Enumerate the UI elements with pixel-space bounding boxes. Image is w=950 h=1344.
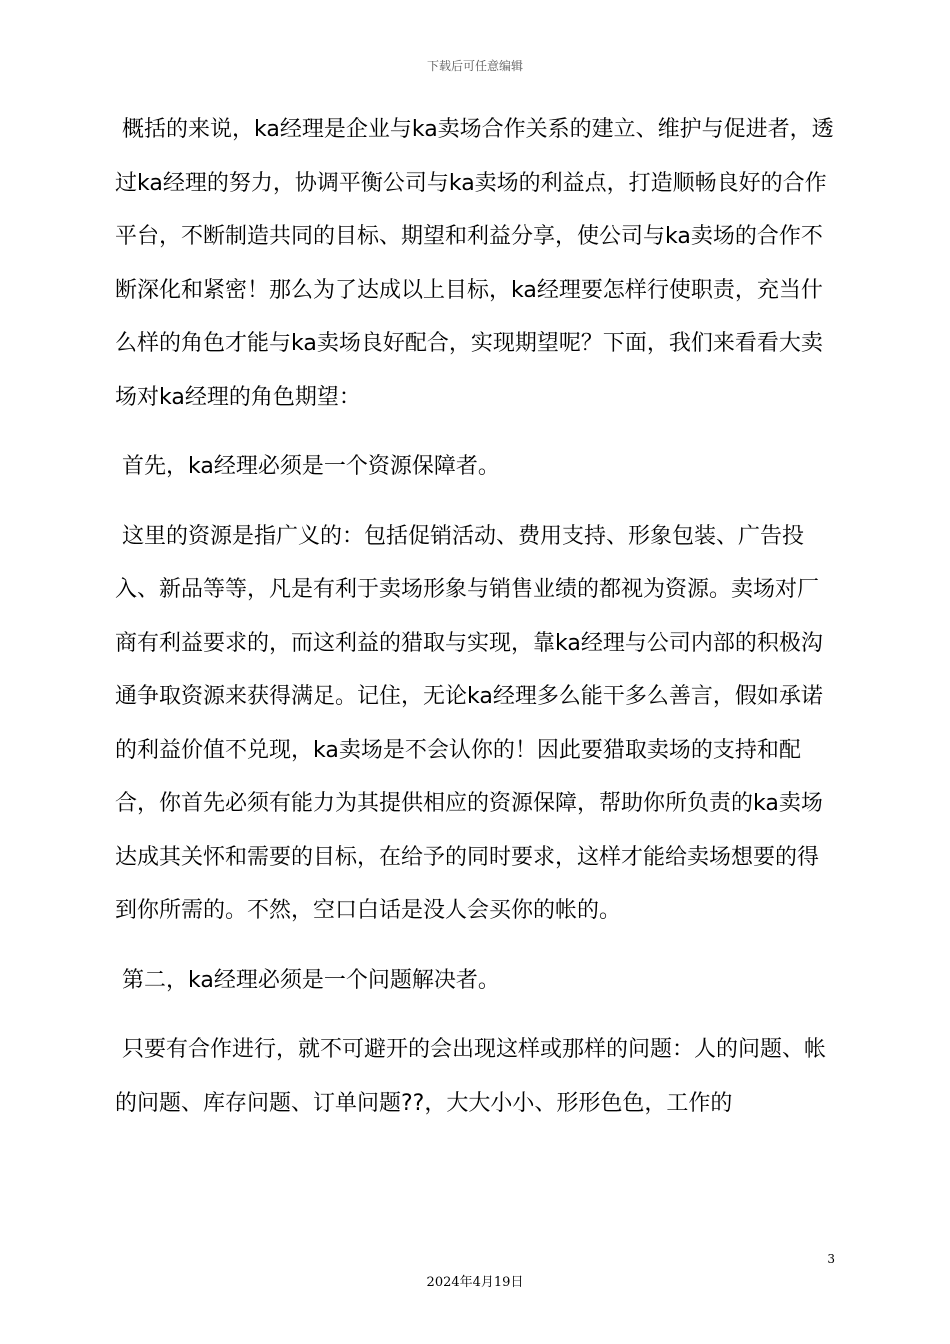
paragraph-problem-explanation: 只要有合作进行，就不可避开的会出现这样或那样的问题：人的问题、帐的问题、库存问题、订单问题??，大大小小、形形色色，工作的 bbox=[115, 1037, 827, 1116]
page-header: 下载后可任意编辑 bbox=[426, 59, 523, 73]
paragraph-second-role-heading: 第二，ka经理必须是一个问题解决者。 bbox=[122, 967, 500, 993]
footer-date: 2024年4月19日 bbox=[426, 1275, 524, 1290]
paragraph-resource-explanation: 这里的资源是指广义的：包括促销活动、费用支持、形象包装、广告投入、新品等等，凡是有利于卖场形象与销售业绩的都视为资源。卖场对厂商有利益要求的，而这利益的猎取与实现，靠ka经理与公司内部的积极沟通争取资源来获得满足。记住，无论ka经理多么能干多么善言，假如承诺的利益价值不兑现，ka卖场是不会认你的！因此要猎取卖场的支持和配合，你首先必须有能力为其提供相应的资源保障，帮助你所负责的ka卖场达成其关怀和需要的目标，在给予的同时要求，这样才能给卖场想要的得到你所需的。不然，空口白话是没人会买你的帐的。 bbox=[115, 523, 823, 923]
page-number: 3 bbox=[827, 1252, 835, 1266]
paragraph-first-role-heading: 首先，ka经理必须是一个资源保障者。 bbox=[122, 454, 500, 479]
document-body bbox=[115, 103, 835, 1146]
paragraph-intro: 概括的来说，ka经理是企业与ka卖场合作关系的建立、维护与促进者，透过ka经理的努力，协调平衡公司与ka卖场的利益点，打造顺畅良好的合作平台，不断制造共同的目标、期望和利益分享，使公司与ka卖场的合作不断深化和紧密！那么为了达成以上目标，ka经理要怎样行使职责，充当什么样的角色才能与ka卖场良好配合，实现期望呢？下面，我们来看看大卖场对ka经理的角色期望： bbox=[115, 117, 834, 410]
